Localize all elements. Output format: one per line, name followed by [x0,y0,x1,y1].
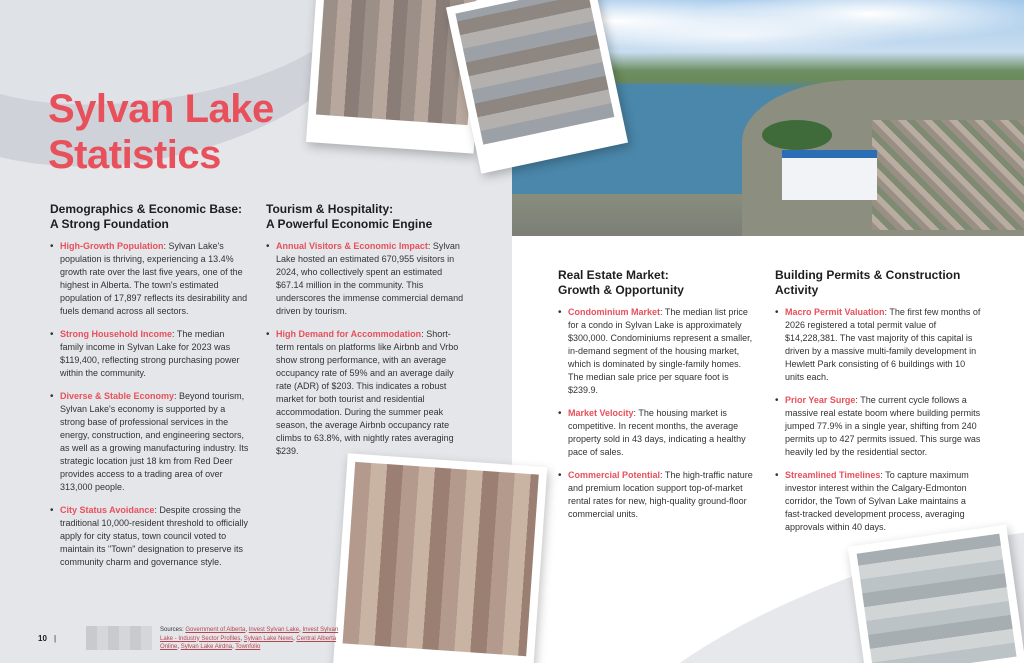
source-link[interactable]: Sylvan Lake News [243,635,294,642]
heading-line-1: Tourism & Hospitality: [266,202,394,216]
item-text: : The median list price for a condo in Sylvan Lake is approximately $300,000. Condominiums represent a smaller, in-demand segment of the housing market, which is dominated by single-family homes. The median sale price per square foot is $239.9. [568,307,753,395]
blurred-photo [455,0,614,145]
item-lead: Strong Household Income [60,329,173,339]
item-lead: City Status Avoidance [60,505,155,515]
list-item [50,328,250,380]
item-lead: Macro Permit Valuation [785,307,885,317]
source-link[interactable]: Central Alberta Online [160,635,337,650]
item-lead: Prior Year Surge [785,395,856,405]
heading-line-1: Demographics & Economic Base: [50,202,243,216]
permits-section [775,268,985,544]
item-lead: Annual Visitors & Economic Impact [276,241,428,251]
blurred-photo [857,534,1017,663]
item-text: : The housing market is competitive. In recent months, the average property sold in 43 days, indicating a healthy pace of sales. [568,408,746,457]
item-text: : The high-traffic nature and premium location support top-of-market rental rates for new, high-quality ground-floor commercial units. [568,470,753,519]
item-lead: High Demand for Accommodation [276,329,422,339]
list-item [50,504,250,569]
list-item [775,394,985,459]
item-text: : Sylvan Lake's population is thriving, experiencing a 13.4% growth rate over the last five years, one of the highest in Alberta. The town's estimated population of 17,897 reflects its desirability and fuels demand across all sectors. [60,241,248,316]
item-text: : Short-term rentals on platforms like Airbnb and Vrbo show strong performance, with an average occupancy rate of 59% and an average daily rate (ADR) of $203. This indicates a robust market for both tourist and residential accommodation. During the summer peak season, the average Airbnb occupancy rate climbs to 63.8%, with nightly rates averaging $239. [276,329,459,456]
demographics-section [50,202,250,579]
list-item [266,240,466,318]
park-trees [762,120,832,150]
item-text: : The median family income in Sylvan Lake for 2023 was $119,400, reflecting strong purchasing power within the community. [60,329,240,378]
list-item [50,390,250,494]
page-footer [38,626,338,652]
bullet-list [266,240,466,458]
page-number: 10 [38,634,47,643]
item-lead: Condominium Market [568,307,661,317]
heading-line-2: A Strong Foundation [50,217,169,231]
bullet-list [775,306,985,534]
item-text: : Despite crossing the traditional 10,000-resident threshold to officially apply for city status, town council voted to maintain its "Town" designation to preserve its community charm and governance style. [60,505,248,567]
item-lead: Diverse & Stable Economy [60,391,175,401]
real-estate-section [558,268,758,531]
list-item [558,306,758,397]
heading-line-2: Activity [775,283,819,297]
list-item [775,306,985,384]
polaroid-photo [848,525,1024,663]
item-text: : Beyond tourism, Sylvan Lake's economy is supported by a strong base of professional services in the energy, construction, and engineering sectors, as well as a growing manufacturing industry. Its strategic location just 18 km from Red Deer provides access to a trading area of over 313,000 people. [60,391,249,492]
heading-line-2: Growth & Opportunity [558,283,684,297]
heading-line-1: Building Permits & Construction [775,268,961,282]
heading-line-2: A Powerful Economic Engine [266,217,433,231]
list-item [50,240,250,318]
polaroid-photo [333,453,548,663]
list-item [775,469,985,534]
item-lead: Commercial Potential [568,470,661,480]
town-buildings [872,120,1024,230]
source-link[interactable]: Townfolio [235,644,261,650]
sources-prefix: Sources: [160,627,186,633]
bullet-list [558,306,758,521]
title-line-2: Statistics [48,133,221,177]
source-link[interactable]: Government of Alberta [185,627,246,633]
lakeside-hotel [782,150,877,200]
page-title [48,86,274,178]
blurred-photo [343,462,539,656]
item-text: : Sylvan Lake hosted an estimated 670,955 visitors in 2024, who collectively spent an estimated $67.14 million in the community. This underscores the immense commercial demand driven by tourism. [276,241,464,316]
section-heading [775,268,985,298]
section-heading [266,202,466,232]
item-text: : The current cycle follows a massive real estate boom where building permits jumped 77.9% in a single year, shifting from 240 permits up to 427 permits issued. This surge was heavily led by the residential sector. [785,395,981,457]
bullet-list [50,240,250,569]
source-link[interactable]: Invest Sylvan Lake [248,627,300,633]
item-lead: Streamlined Timelines [785,470,881,480]
heading-line-1: Real Estate Market: [558,268,669,282]
tourism-section [266,202,466,468]
blurred-logo [86,626,152,650]
list-item [266,328,466,458]
section-heading [50,202,250,232]
list-item [558,407,758,459]
page-separator: | [54,634,57,643]
sources-note: Sources: Government of Alberta, Invest Sylvan Lake, Invest Sylvan Lake - Industry Sector Profiles, Sylvan Lake News, Central Alberta Online, Sylvan Lake Airdna, Townfolio [160,627,339,650]
source-link[interactable]: Sylvan Lake Airdna [180,644,233,650]
item-lead: Market Velocity [568,408,634,418]
title-line-1: Sylvan Lake [48,87,274,131]
item-text: : To capture maximum investor interest within the Calgary-Edmonton corridor, the Town of Sylvan Lake maintains a fast-tracked development process, averaging approvals within 40 days. [785,470,969,532]
source-link[interactable]: Invest Sylvan Lake - Industry Sector Profiles [160,627,339,642]
item-lead: High-Growth Population [60,241,164,251]
item-text: : The first few months of 2026 registered a total permit value of $14,228,381. The vast majority of this capital is driven by a massive multi-family development in Hewlett Park consisting of 6 buildings with 10 units each. [785,307,981,382]
section-heading [558,268,758,298]
list-item [558,469,758,521]
